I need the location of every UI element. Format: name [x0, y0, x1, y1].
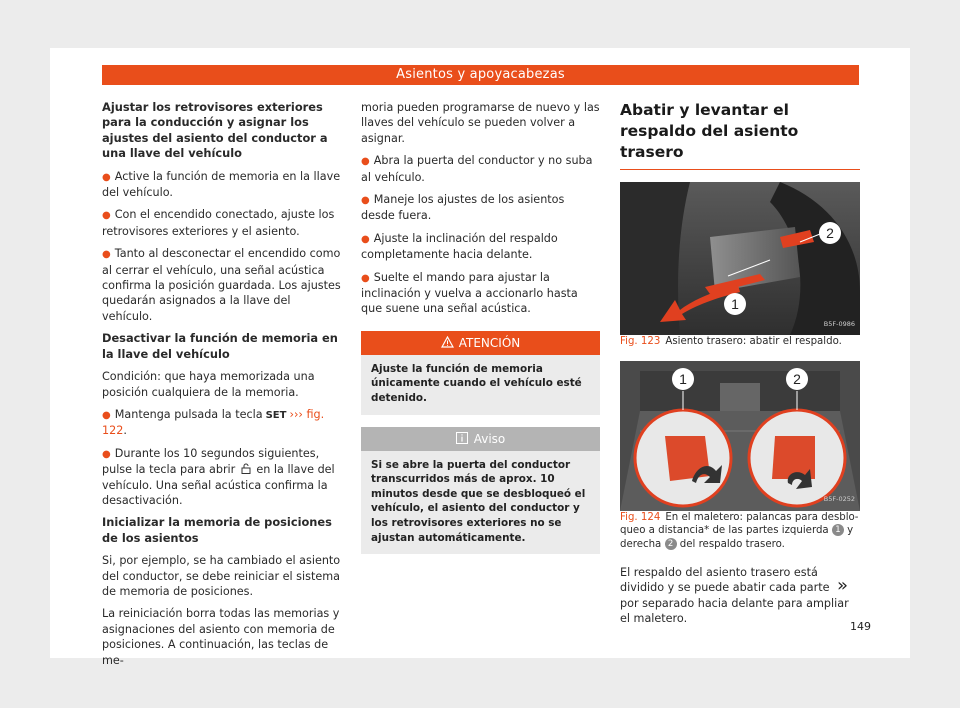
- figure-caption: Fig. 123 Asiento trasero: abatir el respaldo.: [620, 336, 842, 347]
- figure-124: [620, 361, 860, 511]
- callout-ref-1: 1: [832, 524, 844, 536]
- bullet-icon: ●: [102, 448, 111, 460]
- heading-init-memory: Inicializar la memoria de posiciones de los asientos: [102, 515, 332, 545]
- warning-text: Ajuste la función de memoria únicamente cuando el vehículo esté detenido.: [371, 362, 582, 405]
- list-item: ● Durante los 10 segundos siguientes, pulse la tecla para abrir en la llave del vehículo. Una señal acústica confirma la desactivación.: [102, 446, 335, 507]
- warning-header: ATENCIÓN: [361, 331, 600, 355]
- section-header: Asientos y apoyacabezas: [102, 65, 859, 85]
- note-header: Aviso: [361, 427, 600, 451]
- bullet-icon: ●: [361, 272, 370, 284]
- column-1: [102, 100, 342, 675]
- paragraph: moria pueden programarse de nuevo y las llaves del vehículo se pueden volver a asignar.: [361, 101, 600, 145]
- list-item: ● Suelte el mando para ajustar la inclinación y vuelva a accionarlo hasta que suene una señal acústica.: [361, 270, 578, 316]
- figure-123: [620, 182, 860, 335]
- list-item: ● Active la función de memoria en la llave del vehículo.: [102, 169, 341, 200]
- list-item: ● Con el encendido conectado, ajuste los retrovisores exteriores y el asiento.: [102, 208, 335, 238]
- paragraph: Condición: que haya memorizada una posición cualquiera de la memoria.: [102, 370, 315, 399]
- rear-seat-illustration: [620, 182, 860, 335]
- set-key-icon: SET: [265, 409, 287, 421]
- heading-deactivate: Desactivar la función de memoria en la llave del vehículo: [102, 331, 338, 361]
- paragraph: El respaldo del asiento trasero está dividido y se puede abatir cada parte por separado hacia delante para ampliar el maletero.: [620, 566, 849, 626]
- column-3: [620, 100, 860, 634]
- heading-assign-key: Ajustar los retrovisores exteriores para la conducción y asignar los ajustes del asiento del conductor a una llave del vehículo: [102, 100, 328, 161]
- callout-1: 1: [679, 370, 687, 387]
- list-item: ● Mantenga pulsada la tecla SET ››› fig. 122.: [102, 407, 325, 438]
- warning-triangle-icon: [441, 336, 454, 348]
- callout-ref-2: 2: [665, 538, 677, 550]
- info-icon: [456, 432, 468, 444]
- figure-code: B5F-0252: [823, 495, 855, 504]
- bullet-icon: ●: [361, 195, 370, 207]
- fig-link[interactable]: ››› fig. 122: [102, 407, 325, 438]
- bullet-icon: ●: [102, 409, 111, 421]
- note-text: Si se abre la puerta del conductor transcurridos más de aprox. 10 minutos desde que se desbloqueó el vehículo, el asiento del conductor y los retrovisores exteriores no se ajustan automáticamente.: [371, 458, 586, 544]
- unlock-icon: [241, 463, 251, 474]
- page-number: 149: [850, 620, 871, 633]
- list-item: ● Maneje los ajustes de los asientos desde fuera.: [361, 193, 565, 223]
- section-title: Abatir y levantar el respaldo del asiento trasero: [620, 100, 860, 170]
- bullet-icon: ●: [102, 171, 111, 183]
- paragraph: La reiniciación borra todas las memorias y asignaciones del asiento con memoria de posiciones. A continuación, las teclas de me-: [102, 607, 340, 667]
- list-item: ● Abra la puerta del conductor y no suba al vehículo.: [361, 154, 593, 184]
- bullet-icon: ●: [102, 210, 111, 222]
- trunk-illustration: [620, 361, 860, 511]
- list-item: ● Ajuste la inclinación del respaldo completamente hacia delante.: [361, 231, 558, 262]
- callout-1: 1: [731, 296, 739, 312]
- figure-code: B5F-0986: [823, 319, 855, 328]
- note-box: [361, 427, 600, 555]
- bullet-icon: ●: [361, 233, 370, 245]
- bullet-icon: ●: [361, 156, 370, 168]
- paragraph: Si, por ejemplo, se ha cambiado el asiento del conductor, se debe reiniciar el sistema de memoria de posiciones.: [102, 554, 341, 598]
- continue-marker: »: [837, 575, 849, 596]
- warning-box: [361, 331, 600, 415]
- list-item: ● Tanto al desconectar el encendido como al cerrar el vehículo, una señal acústica confirma la posición guardada. Los ajustes quedarán asignados a la llave del vehículo.: [102, 247, 341, 323]
- bullet-icon: ●: [102, 249, 111, 261]
- column-2: [361, 100, 601, 566]
- figure-caption: Fig. 124 En el maletero: palancas para desbloqueo a distancia* de las partes izquierda 1 y derecha 2 del respaldo trasero.: [620, 511, 859, 550]
- callout-2: 2: [826, 225, 834, 241]
- callout-2: 2: [793, 370, 801, 387]
